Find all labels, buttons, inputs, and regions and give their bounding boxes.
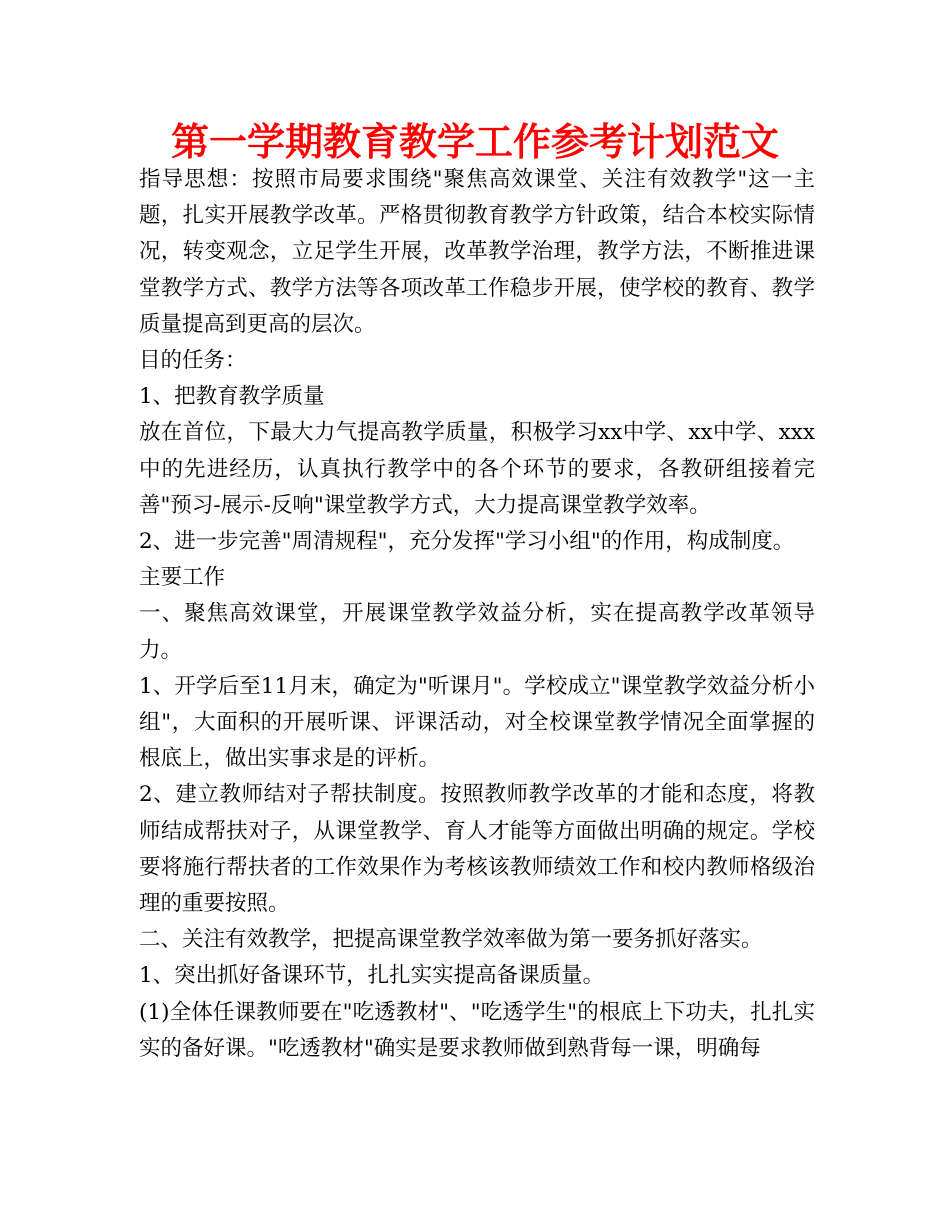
paragraph-guiding-ideology: 指导思想：按照市局要求围绕"聚焦高效课堂、关注有效教学"这一主题，扎实开展教学改革。严格贯彻教育教学方针政策，结合本校实际情况，转变观念，立足学生开展，改革教学治理，教学方法，不断推进课堂教学方式、教学方法等各项改革工作稳步开展，使学校的教育、教学质量提高到更高的层次。: [139, 167, 815, 337]
paragraph-section-1: 一、聚焦高效课堂，开展课堂教学效益分析，实在提高教学改革领导力。: [139, 601, 815, 663]
paragraph-objectives-heading: 目的任务：: [139, 348, 247, 374]
paragraph-item-1: 1、把教育教学质量: [139, 384, 325, 410]
paragraph-section-2: 二、关注有效教学，把提高课堂教学效率做为第一要务抓好落实。: [139, 927, 763, 953]
page-title: 第一学期教育教学工作参考计划范文: [170, 120, 779, 164]
paragraph-item-2: 2、进一步完善"周清规程"，充分发挥"学习小组"的作用，构成制度。: [139, 529, 795, 555]
paragraph-section-2-item-1-sub-1: (1)全体任课教师要在"吃透教材"、"吃透学生"的根底上下功夫，扎扎实实的备好课。"吃透教材"确实是要求教师做到熟背每一课，明确每: [139, 999, 815, 1061]
paragraph-section-1-item-2: 2、建立教师结对子帮扶制度。按照教师教学改革的才能和态度，将教师结成帮扶对子，从课堂教学、育人才能等方面做出明确的规定。学校要将施行帮扶者的工作效果作为考核该教师绩效工作和校内教师格级治理的重要按照。: [139, 782, 815, 917]
paragraph-section-2-item-1: 1、突出抓好备课环节，扎扎实实提高备课质量。: [139, 963, 605, 989]
paragraph-section-1-item-1: 1、开学后至11月末，确定为"听课月"。学校成立"课堂教学效益分析小组"，大面积的开展听课、评课活动，对全校课堂教学情况全面掌握的根底上，做出实事求是的评析。: [139, 673, 815, 772]
document-body: [139, 162, 815, 1067]
paragraph-item-1-detail: 放在首位，下最大力气提高教学质量，积极学习xx中学、xx中学、xxx中的先进经历，认真执行教学中的各个环节的要求，各教研组接着完善"预习-展示-反响"课堂教学方式，大力提高课堂教学效率。: [139, 420, 815, 518]
paragraph-main-work-heading: 主要工作: [139, 565, 226, 591]
